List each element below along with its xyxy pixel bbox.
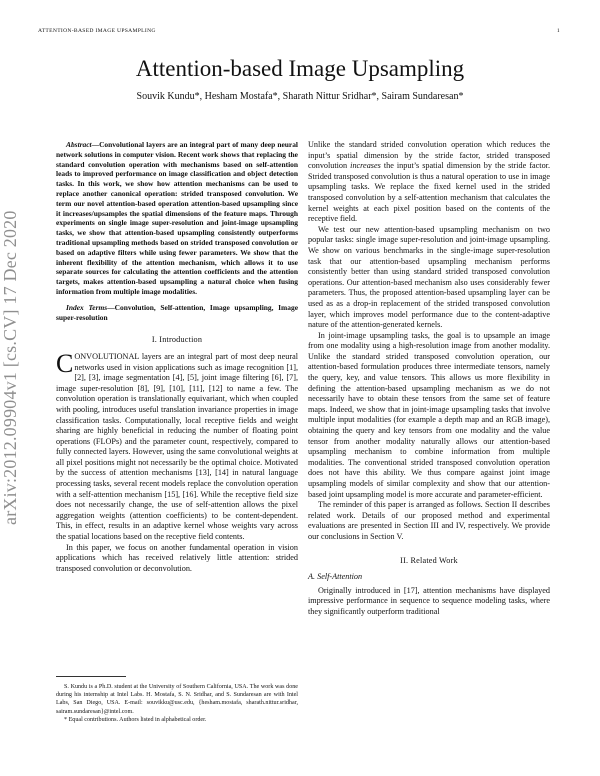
arxiv-stamp: arXiv:2012.09904v1 [cs.CV] 17 Dec 2020 (0, 210, 20, 525)
abstract-label: Abstract (66, 140, 92, 149)
index-terms (56, 303, 298, 323)
index-terms-text: —Convolution, Self-attention, Image upsampling, Image super-resolution (56, 302, 298, 322)
author-list: Souvik Kundu*, Hesham Mostafa*, Sharath Nittur Sridhar*, Sairam Sundaresan* (136, 91, 464, 102)
intro-paragraph-3 (308, 140, 550, 225)
intro-paragraph-3-emphasis: increases (350, 161, 381, 171)
intro-paragraph-1-text: layers are an integral part of most deep neural networks used in vision applications such as image recognition [1], [2], [3], image segmentation [4], [5], joint image filtering [6], [7], image super-resolution [8], [9], [10], [11], [12] to name a few. The convolution operation is translationally equivariant, which when coupled with pooling, introduces useful translation invariance properties in image classification tasks. Computationally, local receptive fields and weight sharing are highly beneficial in reducing the number of floating point operations (FLOPs) and the parameter count, respectively, compared to fully connected layers. However, using the same convolutional weights at all pixel positions might not necessarily be the optimal choice. Motivated by the success of attention mechanisms [13], [14] in natural language processing tasks, several recent models replace the convolution operation with a self-attention mechanism [15], [16]. While the receptive field size does not necessarily change, the use of self-attention allows the pixel aggregation weights (attention coefficients) to be content-dependent. This, in effect, results in an adaptive kernel whose weights vary across the spatial locations based on the receptive field contents. (56, 351, 298, 542)
running-title: ATTENTION-BASED IMAGE UPSAMPLING (38, 28, 156, 34)
intro-paragraph-1 (56, 348, 298, 543)
abstract-text: —Convolutional layers are an integral part of many deep neural network solutions in computer vision. Recent work shows that replacing the standard convolution operation with mechanisms based on self-attention leads to improved performance on image classification and object detection tasks. In this work, we show how attention mechanisms can be used to replace another canonical operation: strided transposed convolution. We term our novel attention-based operation attention-based upsampling since it increases/upsamples the spatial dimensions of the feature maps. Through experiments on single image super-resolution and joint-image upsampling tasks, we show that attention-based upsampling consistently outperforms traditional upsampling methods based on strided transposed convolution or based on adaptive filters while using fewer parameters. We show that the inherent flexibility of the attention mechanism, which allows it to use separate sources for calculating the attention coefficients and the attention targets, makes attention-based upsampling a natural choice when fusing information from multiple image modalities. (56, 140, 298, 296)
left-column (56, 140, 298, 574)
footnote-affiliation: S. Kundu is a Ph.D. student at the University of Southern California, USA. The work was done during his internship at Intel Labs. H. Mostafa, S. N. Sridhar, and S. Sundaresan are with Intel Labs, San Diego, USA. E-mail: souvikku@usc.edu, {hesham.mostafa, sharath.nittur.sridhar, sairam.sundaresan}@intel.com. (56, 684, 298, 715)
abstract (56, 140, 298, 297)
right-column (308, 140, 550, 618)
paper-title: Attention-based Image Upsampling (135, 56, 465, 81)
related-work-paragraph-1: Originally introduced in [17], attention mechanisms have displayed impressive performance in sequence to sequence modeling tasks, where they significantly outperform traditional (308, 585, 550, 616)
intro-paragraph-4: We test our new attention-based upsampling mechanism on two popular tasks: single image super-resolution and joint-image upsampling. We show on various benchmarks in the single-image super-resolution task that our attention-based upsampling mechanism performs consistently better than using standard strided transposed convolution operations. Our attention-based mechanism also uses considerably fewer parameters. Thus, the proposed attention-based upsampling layer can be used as as a drop-in replacement of the strided transposed convolution layer, which improves model performance due to the content-adaptive nature of the attention-generated kernels. (308, 224, 550, 330)
intro-paragraph-3-a: Unlike the standard strided convolution operation which reduces the input’s spatial dimension by the stride factor, strided transposed convolution (308, 140, 550, 171)
intro-paragraph-5: In joint-image upsampling tasks, the goal is to upsample an image from one modality using a high-resolution image from another modality. Unlike the standard strided transposed convolution operation, our attention-based formulation produces three intermediate tensors, namely the query, key, and value tensors. This allows us more flexibility in defining the attention-based upsampling mechanism as we do not necessarily have to obtain these tensors from the same set of feature maps. Indeed, we show that in joint-image upsampling tasks that involve multiple input modalities (for example a depth map and an RGB image), obtaining the query and key tensors from one modality and the value tensor from another modality naturally allows our attention-based upsampling mechanism to combine information from multiple modalities. The conventional strided transposed convolution operation does not have this ability. We thus compare against joint image upsampling models of similar complexity and show that our attention-based joint upsampling model is more accurate and parameter-efficient. (308, 330, 550, 499)
intro-paragraph-2: In this paper, we focus on another fundamental operation in vision applications which has received relatively little attention: strided transposed convolution or deconvolution. (56, 542, 298, 573)
running-header (38, 28, 562, 38)
footnote-rule (56, 676, 126, 677)
intro-paragraph-3-b: the input’s spatial dimension by the stride factor. Strided transposed convolution is thus a natural operation to use in image upsampling tasks. We replace the fixed kernel used in the strided transposed convolution by a self-attention mechanism that calculates the kernel weights at each pixel position based on the contents of the receptive field. (308, 161, 551, 224)
section-heading-related-work: II. Related Work (400, 555, 458, 565)
footnote-equal-contribution: * Equal contributions. Authors listed in alphabetical order. (64, 716, 207, 723)
intro-paragraph-6: The reminder of this paper is arranged as follows. Section II describes related work. Details of our proposed method and experimental evaluations are presented in Section III and IV, respectively. We provide our conclusions in Section V. (308, 500, 550, 541)
subsection-heading-self-attention: A. Self-Attention (308, 572, 363, 582)
index-terms-label: Index Terms (66, 302, 108, 312)
drop-cap: C (56, 348, 74, 378)
section-heading-introduction: I. Introduction (151, 335, 203, 345)
page-number: 1 (556, 28, 560, 34)
footnotes (56, 683, 298, 724)
intro-lead-word: ONVOLUTIONAL (74, 351, 140, 361)
